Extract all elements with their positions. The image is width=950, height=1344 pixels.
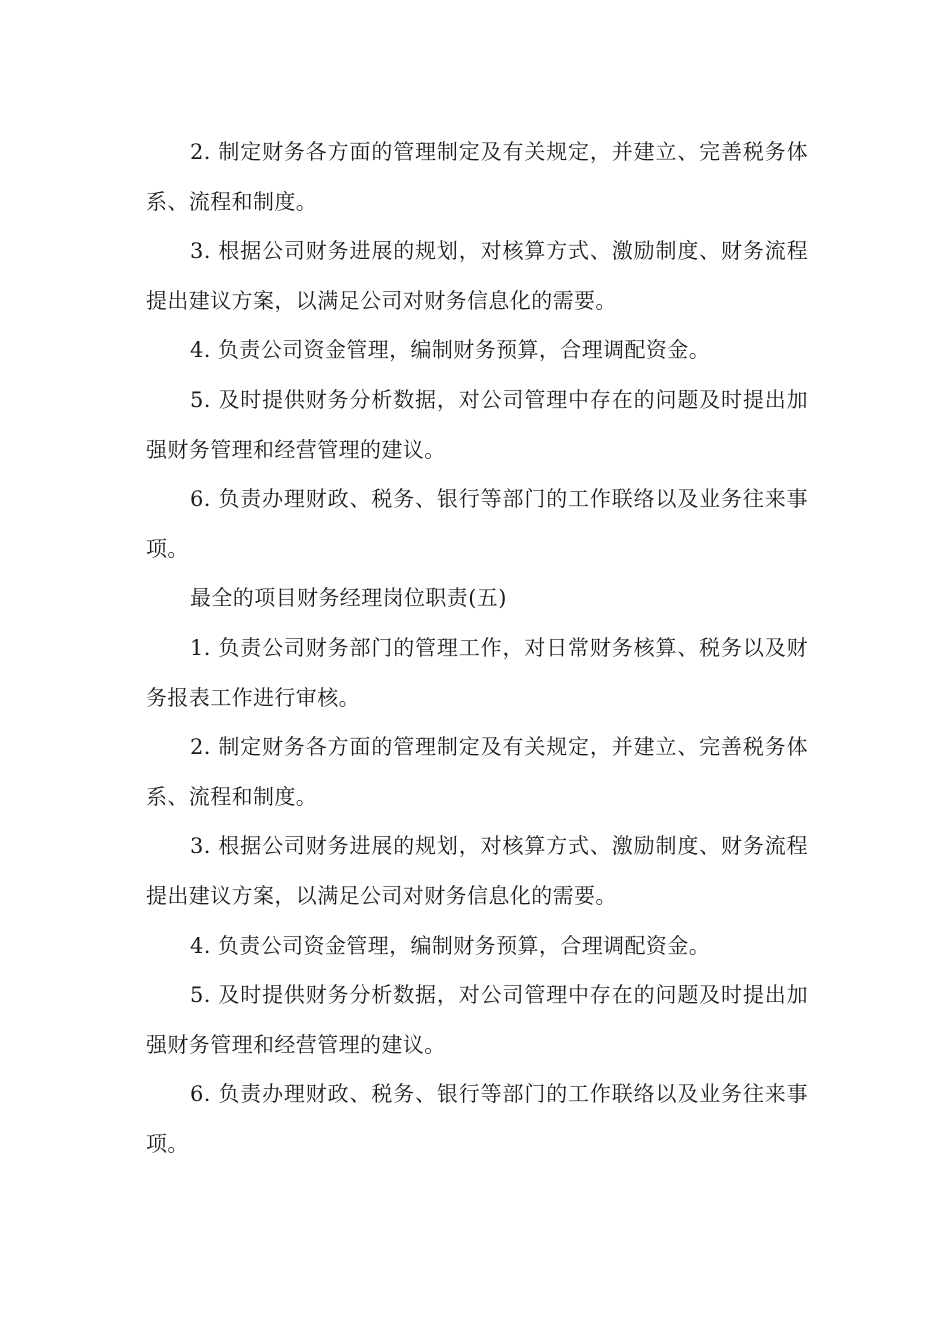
document-body [146, 128, 808, 1169]
paragraph-item-1-b: 1. 负责公司财务部门的管理工作，对日常财务核算、税务以及财务报表工作进行审核。 [146, 635, 808, 710]
paragraph-item-6-a: 6. 负责办理财政、税务、银行等部门的工作联络以及业务往来事项。 [146, 487, 808, 561]
paragraph-item-4-b: 4. 负责公司资金管理，编制财务预算，合理调配资金。 [190, 933, 711, 958]
paragraph-item-5-a: 5. 及时提供财务分析数据，对公司管理中存在的问题及时提出加强财务管理和经营管理的建议。 [146, 387, 808, 462]
paragraph-item-2-b: 2. 制定财务各方面的管理制定及有关规定，并建立、完善税务体系、流程和制度。 [146, 735, 808, 809]
section-heading: 最全的项目财务经理岗位职责(五) [190, 586, 507, 611]
paragraph-item-4-a: 4. 负责公司资金管理，编制财务预算，合理调配资金。 [190, 338, 711, 363]
paragraph-item-3-a: 3. 根据公司财务进展的规划，对核算方式、激励制度、财务流程提出建议方案，以满足公司对财务信息化的需要。 [146, 239, 808, 313]
paragraph-item-6-b: 6. 负责办理财政、税务、银行等部门的工作联络以及业务往来事项。 [146, 1082, 808, 1156]
paragraph-item-3-b: 3. 根据公司财务进展的规划，对核算方式、激励制度、财务流程提出建议方案，以满足公司对财务信息化的需要。 [146, 834, 808, 908]
paragraph-item-2-a: 2. 制定财务各方面的管理制定及有关规定，并建立、完善税务体系、流程和制度。 [146, 140, 808, 214]
paragraph-item-5-b: 5. 及时提供财务分析数据，对公司管理中存在的问题及时提出加强财务管理和经营管理的建议。 [146, 983, 808, 1057]
